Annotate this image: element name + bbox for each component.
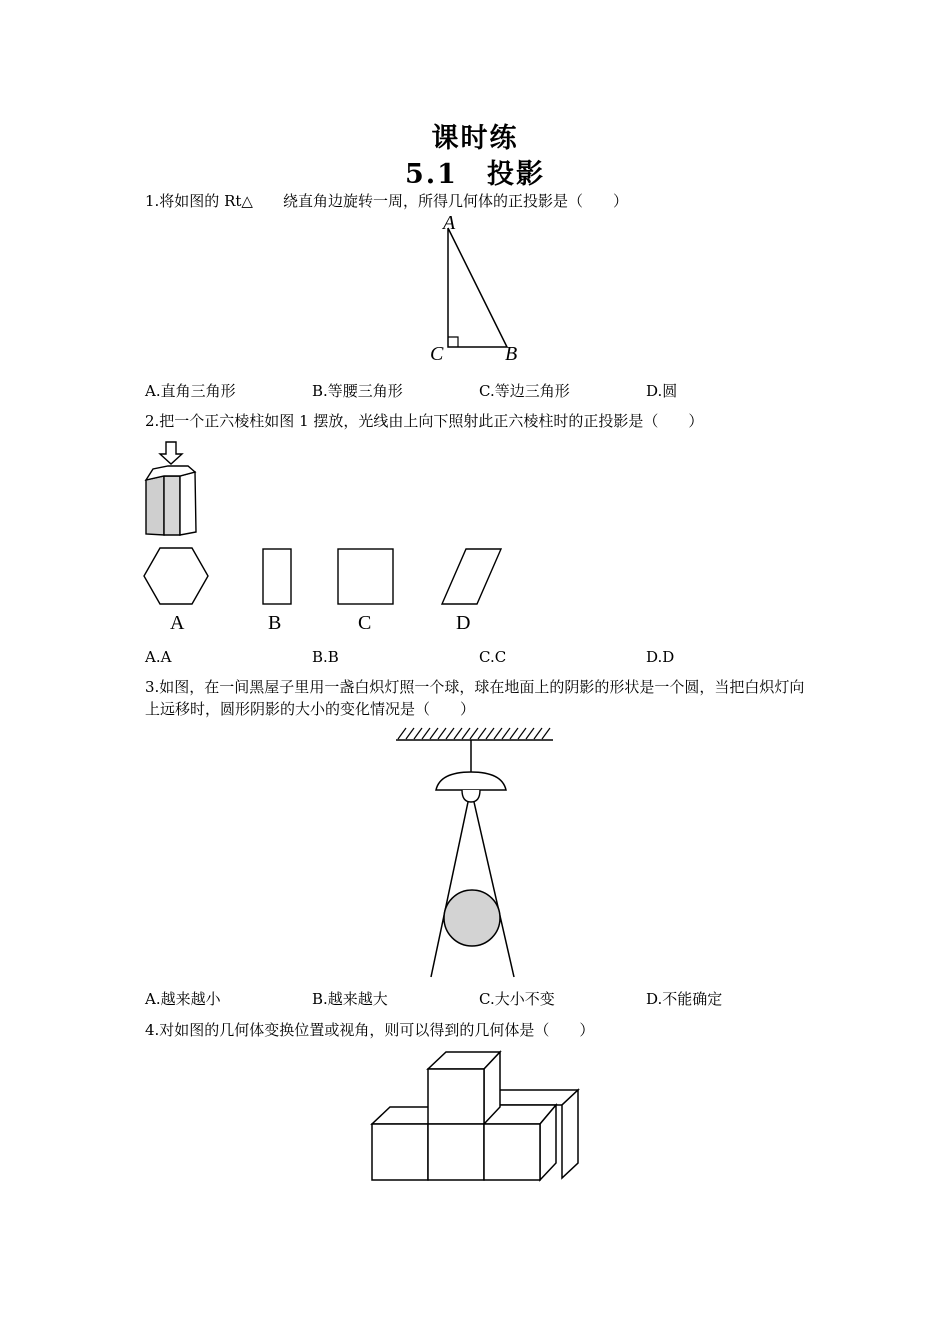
q1-option-b[interactable]: B.等腰三角形 bbox=[312, 382, 403, 400]
page-title: 课时练 bbox=[431, 123, 519, 154]
question-1-stem bbox=[145, 188, 628, 214]
q2-option-d[interactable]: D.D bbox=[646, 648, 675, 666]
front-cube-2 bbox=[428, 1124, 484, 1180]
hexagonal-prism-figure bbox=[138, 438, 208, 538]
ball-shape bbox=[444, 890, 500, 946]
q3-option-d[interactable]: D.不能确定 bbox=[646, 990, 723, 1008]
vertex-c-label: C bbox=[430, 343, 444, 365]
right-angle-mark bbox=[448, 337, 458, 347]
question-2-stem: 2.把一个正六棱柱如图 1 摆放，光线由上向下照射此正六棱柱时的正投影是（ ） bbox=[145, 412, 704, 430]
question-4-stem: 4.对如图的几何体变换位置或视角，则可以得到的几何体是（ ） bbox=[145, 1021, 595, 1039]
lamp-shade bbox=[436, 772, 506, 790]
q3-option-a[interactable]: A.越来越小 bbox=[145, 990, 221, 1008]
front-cube-1 bbox=[372, 1124, 428, 1180]
top-cube-front bbox=[428, 1069, 484, 1124]
light-ray-right bbox=[474, 802, 514, 977]
narrow-rectangle-shape bbox=[263, 549, 291, 604]
front-cube-3 bbox=[484, 1124, 540, 1180]
q1-option-c[interactable]: C.等边三角形 bbox=[479, 382, 570, 400]
triangle-outline bbox=[448, 228, 507, 347]
q3-option-b[interactable]: B.越来越大 bbox=[312, 990, 388, 1008]
vertex-b-label: B bbox=[505, 343, 518, 365]
question-3-stem: 3.如图，在一间黑屋子里用一盏白炽灯照一个球，球在地面上的阴影的形状是一个圆，当把白炽灯向上远移时，圆形阴影的大小的变化情况是（ ） bbox=[145, 678, 805, 718]
figure-label-a: A bbox=[170, 612, 185, 634]
square-shape bbox=[338, 549, 393, 604]
hexagon-shape bbox=[144, 548, 208, 604]
lamp-ball-figure bbox=[390, 722, 560, 982]
back-cube-side bbox=[562, 1090, 578, 1178]
question-1-stem-part-a: 1.将如图的 Rt△ bbox=[145, 192, 253, 210]
ceiling-hatching bbox=[398, 728, 550, 739]
question-1-stem-part-b: 绕直角边旋转一周，所得几何体的正投影是（ ） bbox=[282, 192, 628, 210]
section-title: 5.1 投影 bbox=[405, 159, 545, 190]
parallelogram-shape bbox=[442, 549, 501, 604]
cube-stack-figure bbox=[360, 1045, 590, 1190]
bulb-icon bbox=[462, 790, 480, 802]
prism-front-face bbox=[146, 476, 164, 535]
prism-right-face bbox=[180, 472, 196, 535]
figure-label-d: D bbox=[456, 612, 471, 634]
q1-option-a[interactable]: A.直角三角形 bbox=[145, 382, 236, 400]
q3-option-c[interactable]: C.大小不变 bbox=[479, 990, 555, 1008]
prism-side-face bbox=[164, 476, 180, 535]
projection-options-figure bbox=[140, 545, 520, 610]
q2-option-b[interactable]: B.B bbox=[312, 648, 339, 666]
light-arrow-icon bbox=[160, 442, 182, 464]
figure-label-c: C bbox=[358, 612, 372, 634]
q2-option-a[interactable]: A.A bbox=[145, 648, 172, 666]
q2-option-c[interactable]: C.C bbox=[479, 648, 507, 666]
vertex-a-label: A bbox=[443, 212, 456, 234]
light-ray-left bbox=[431, 802, 468, 977]
q1-option-d[interactable]: D.圆 bbox=[646, 382, 678, 400]
figure-label-b: B bbox=[268, 612, 282, 634]
